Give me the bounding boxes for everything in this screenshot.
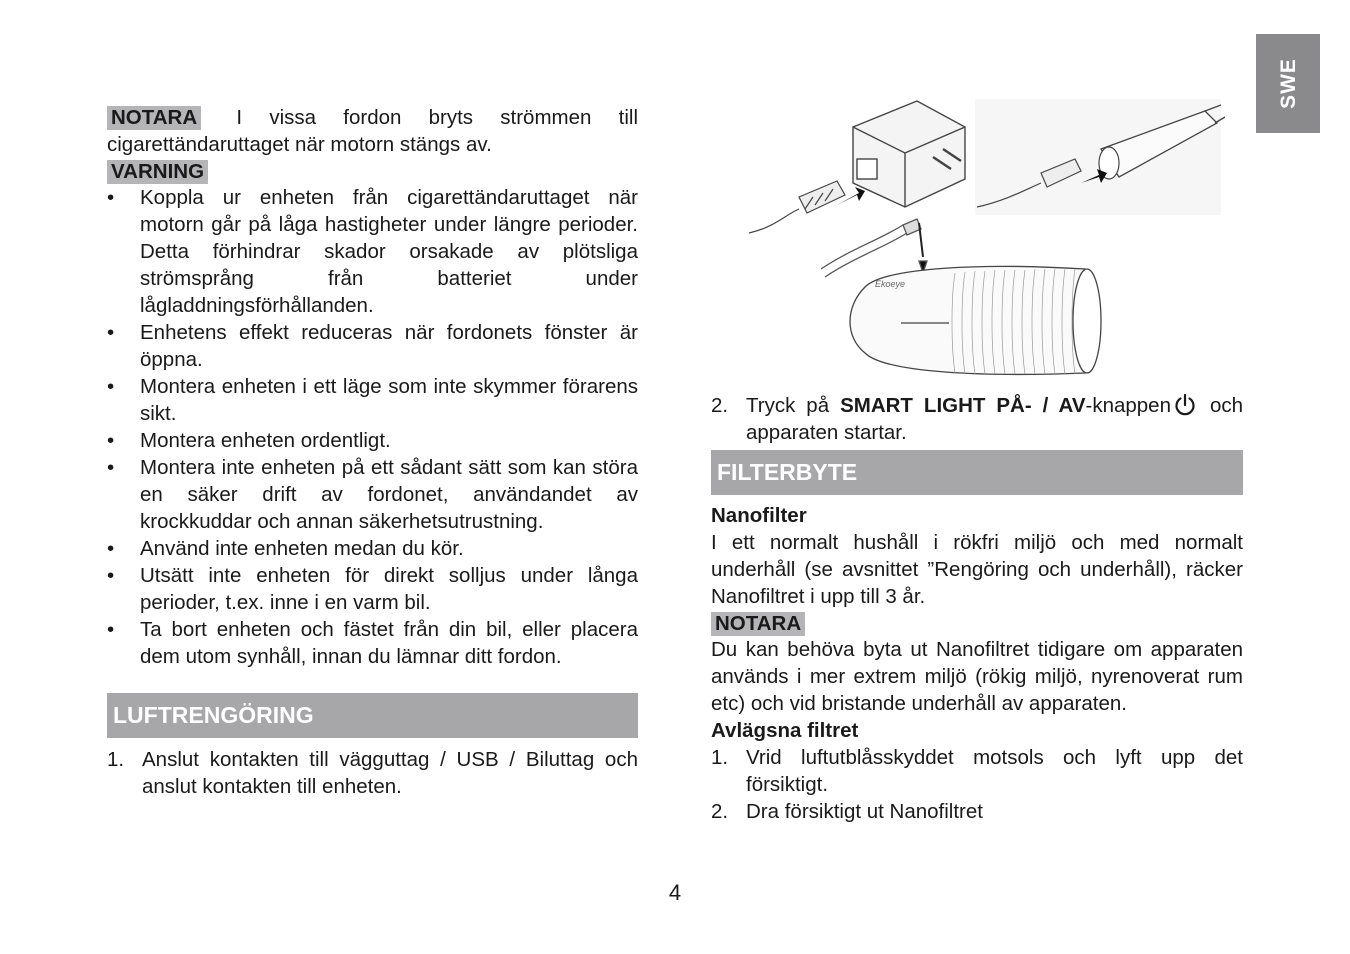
- language-tab-label: SWE: [1276, 58, 1300, 109]
- list-item: [107, 319, 638, 373]
- bullet-icon: •: [107, 537, 115, 560]
- notara-label: NOTARA: [711, 612, 805, 636]
- step-number: 1.: [711, 746, 729, 769]
- list-item-text: Koppla ur enheten från cigarettändaruttaget när motorn går på låga hastigheter under längre perioder. Detta förhindrar skador orsakade av plötsliga strömsprång från batteriet under lågladdningsförhållanden.: [140, 186, 638, 317]
- list-item: [107, 373, 638, 427]
- step-text: Dra försiktigt ut Nanofiltret: [746, 800, 983, 823]
- usb-cable-image: [749, 181, 845, 233]
- warning-list: [107, 184, 638, 670]
- smart-light-label: SMART LIGHT PÅ- / AV: [840, 394, 1086, 417]
- right-column: [711, 392, 1243, 825]
- air-purifier-image: [850, 266, 1101, 374]
- list-item-text: Montera enheten ordentligt.: [140, 429, 391, 452]
- wall-adapter-image: [853, 101, 965, 207]
- notara-row: [711, 611, 1243, 636]
- bullet-icon: •: [107, 375, 115, 398]
- varning-label: VARNING: [107, 160, 208, 184]
- left-column: [107, 104, 638, 800]
- step-list: [711, 392, 1243, 446]
- list-item: [107, 562, 638, 616]
- product-illustration-svg: [745, 97, 1225, 379]
- list-item-text: Enhetens effekt reduceras när fordonets fönster är öppna.: [140, 321, 638, 371]
- notara-text: Du kan behöva byta ut Nanofiltret tidigare om apparaten används i mer extrem miljö (rökig miljö, nyrenoverat rum etc) och vid bristande underhåll av apparaten.: [711, 638, 1243, 715]
- page-number: 4: [668, 880, 682, 905]
- list-item-text: Använd inte enheten medan du kör.: [140, 537, 464, 560]
- bullet-icon: •: [107, 564, 115, 587]
- bullet-icon: •: [107, 456, 115, 479]
- bullet-icon: •: [107, 618, 115, 641]
- list-item: [711, 392, 1243, 446]
- step-number: 1.: [107, 748, 125, 771]
- section-heading-luftrengoring: LUFTRENGÖRING: [107, 693, 638, 738]
- list-item: [711, 744, 1243, 798]
- step-number: 2.: [711, 394, 729, 417]
- remove-filter-title: Avlägsna filtret: [711, 719, 859, 742]
- notara-label: NOTARA: [107, 106, 201, 130]
- bullet-icon: •: [107, 186, 115, 209]
- nanofilter-text: I ett normalt hushåll i rökfri miljö och med normalt underhåll (se avsnittet ”Rengöring och underhåll), räcker Nanofiltret i upp till 3 år.: [711, 531, 1243, 608]
- step-text-pre: Tryck på: [746, 394, 841, 417]
- notara-text: I vissa fordon bryts strömmen till cigarettändaruttaget när motorn stängs av.: [107, 106, 638, 156]
- list-item: [107, 535, 638, 562]
- list-item: [107, 616, 638, 670]
- device-brand-label: Ekoeye: [875, 279, 906, 289]
- step-text: Anslut kontakten till vägguttag / USB / Biluttag och anslut kontakten till enheten.: [142, 748, 638, 798]
- bullet-icon: •: [107, 321, 115, 344]
- step-text: Vrid luftutblåsskyddet motsols och lyft upp det försiktigt.: [746, 746, 1243, 796]
- step-number: 2.: [711, 800, 729, 823]
- step-list: [107, 746, 638, 800]
- car-adapter-image: [975, 99, 1225, 215]
- list-item: [107, 184, 638, 319]
- step-text-mid: -knappen: [1085, 394, 1171, 417]
- list-item: [711, 798, 1243, 825]
- language-tab: [1256, 34, 1320, 133]
- remove-steps-list: [711, 744, 1243, 825]
- list-item-text: Ta bort enheten och fästet från din bil, eller placera dem utom synhåll, innan du lämnar ditt fordon.: [140, 618, 638, 668]
- list-item: [107, 454, 638, 535]
- step-text-post: och apparaten startar.: [746, 394, 1243, 444]
- list-item: [107, 746, 638, 800]
- list-item-text: Montera inte enheten på ett sådant sätt som kan störa en säker drift av fordonet, användandet av krockkuddar och annan säkerhetsutrustning.: [140, 456, 638, 533]
- list-item-text: Montera enheten i ett läge som inte skymmer förarens sikt.: [140, 375, 638, 425]
- list-item-text: Utsätt inte enheten för direkt solljus under långa perioder, t.ex. inne i en varm bil.: [140, 564, 638, 614]
- varning-row: [107, 159, 638, 184]
- dc-cable-image: [821, 219, 927, 277]
- product-illustration: [745, 97, 1225, 379]
- bullet-icon: •: [107, 429, 115, 452]
- power-icon: [1173, 393, 1197, 417]
- notara-paragraph: [107, 104, 638, 158]
- section-heading-filterbyte: FILTERBYTE: [711, 450, 1243, 495]
- nanofilter-title: Nanofilter: [711, 504, 807, 527]
- list-item: [107, 427, 638, 454]
